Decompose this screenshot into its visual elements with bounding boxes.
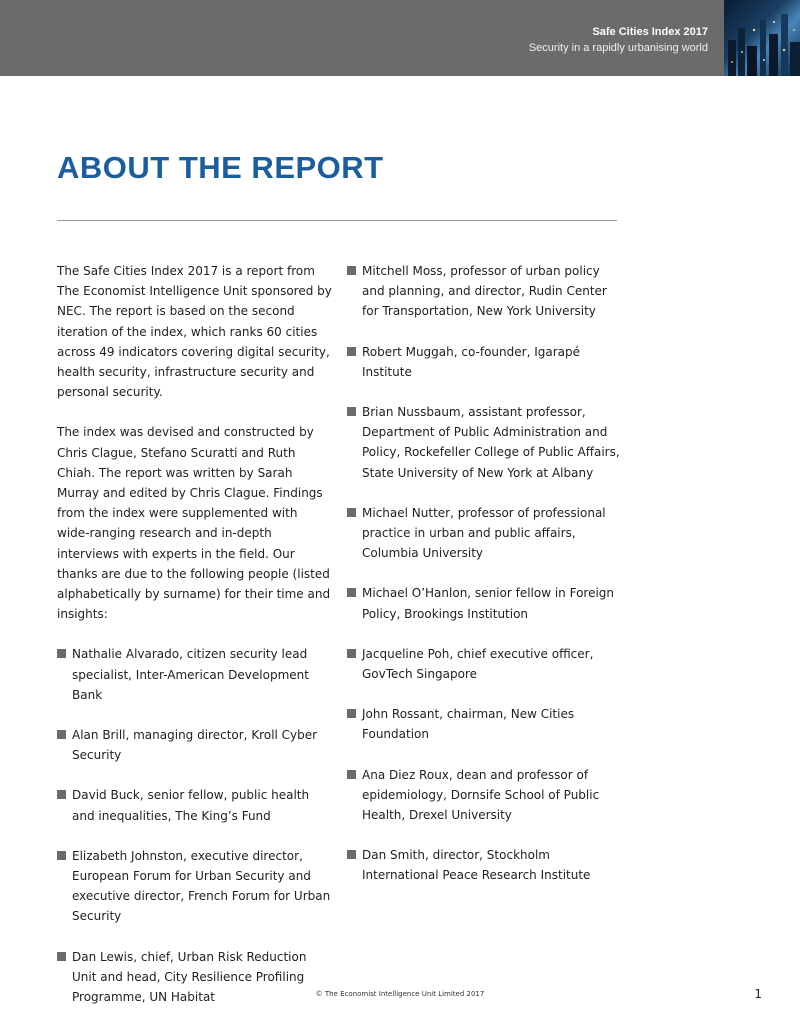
list-item-text: David Buck, senior fellow, public health and inequalities, The King’s Fund <box>72 788 310 823</box>
list-item-text: Dan Smith, director, Stockholm International Peace Research Institute <box>362 848 591 883</box>
header-text <box>529 24 708 56</box>
list-item <box>347 644 622 684</box>
square-bullet-icon <box>57 649 66 658</box>
contributor-list-left <box>57 644 332 1007</box>
list-item <box>347 845 622 885</box>
city-skyline-graphic <box>724 0 800 76</box>
page-title: ABOUT THE REPORT <box>57 150 384 185</box>
intro-paragraph: The Safe Cities Index 2017 is a report from The Economist Intelligence Unit sponsored by NEC. The report is based on the second iteration of the index, which ranks 60 cities across 49 indicators covering digital security, health security, infrastructure security and personal security. <box>57 264 332 400</box>
list-item-text: Jacqueline Poh, chief executive officer, GovTech Singapore <box>362 646 594 682</box>
intro-paragraph: The index was devised and constructed by Chris Clague, Stefano Scuratti and Ruth Chiah. The report was written by Sarah Murray and edited by Chris Clague. Findings from the index were supplemented with wide-ranging research and in-depth interviews with experts in the field. Our thanks are due to the following people (listed alphabetically by surname) for their time and insights: <box>57 425 331 622</box>
square-bullet-icon <box>347 850 356 859</box>
list-item <box>347 503 622 564</box>
list-item <box>347 583 622 623</box>
list-item <box>347 342 622 382</box>
title-divider <box>57 220 617 221</box>
list-item <box>347 704 622 744</box>
list-item <box>57 947 332 1008</box>
list-item-text: Michael O’Hanlon, senior fellow in Foreign Policy, Brookings Institution <box>362 586 615 621</box>
list-item-text: John Rossant, chairman, New Cities Foundation <box>362 707 575 742</box>
list-item <box>57 785 332 825</box>
list-item <box>57 846 332 927</box>
square-bullet-icon <box>57 730 66 739</box>
contributor-list-right <box>347 261 622 886</box>
square-bullet-icon <box>347 347 356 356</box>
right-column <box>347 261 622 906</box>
list-item-text: Dan Lewis, chief, Urban Risk Reduction Unit and head, City Resilience Profiling Programme, UN Habitat <box>72 949 307 1005</box>
list-item-text: Mitchell Moss, professor of urban policy and planning, and director, Rudin Center for Transportation, New York University <box>362 264 607 319</box>
square-bullet-icon <box>347 266 356 275</box>
header-band <box>0 0 800 76</box>
square-bullet-icon <box>57 790 66 799</box>
square-bullet-icon <box>347 588 356 597</box>
list-item <box>57 725 332 765</box>
city-night-photo-icon <box>724 0 800 76</box>
list-item-text: Michael Nutter, professor of professional practice in urban and public affairs, Columbia University <box>362 505 606 561</box>
footer-copyright: © The Economist Intelligence Unit Limited 2017 <box>315 990 485 998</box>
square-bullet-icon <box>347 649 356 658</box>
square-bullet-icon <box>347 407 356 416</box>
square-bullet-icon <box>347 508 356 517</box>
report-title: Safe Cities Index 2017 <box>592 26 708 38</box>
list-item-text: Robert Muggah, co-founder, Igarapé Institute <box>362 344 581 379</box>
list-item-text: Nathalie Alvarado, citizen security lead specialist, Inter-American Development Bank <box>72 647 309 702</box>
list-item-text: Ana Diez Roux, dean and professor of epidemiology, Dornsife School of Public Health, Drexel University <box>362 767 600 823</box>
list-item-text: Elizabeth Johnston, executive director, European Forum for Urban Security and executive director, French Forum for Urban Security <box>72 848 331 924</box>
square-bullet-icon <box>57 952 66 961</box>
list-item <box>347 765 622 826</box>
square-bullet-icon <box>347 709 356 718</box>
list-item <box>347 261 622 322</box>
report-subtitle: Security in a rapidly urbanising world <box>528 42 708 54</box>
page-number: 1 <box>754 987 762 1001</box>
list-item <box>347 402 622 483</box>
left-column <box>57 261 332 1027</box>
list-item-text: Brian Nussbaum, assistant professor, Department of Public Administration and Policy, Rockefeller College of Public Affairs, State University of New York at Albany <box>362 405 620 480</box>
square-bullet-icon <box>347 770 356 779</box>
list-item <box>57 644 332 705</box>
list-item-text: Alan Brill, managing director, Kroll Cyber Security <box>72 728 318 763</box>
square-bullet-icon <box>57 851 66 860</box>
